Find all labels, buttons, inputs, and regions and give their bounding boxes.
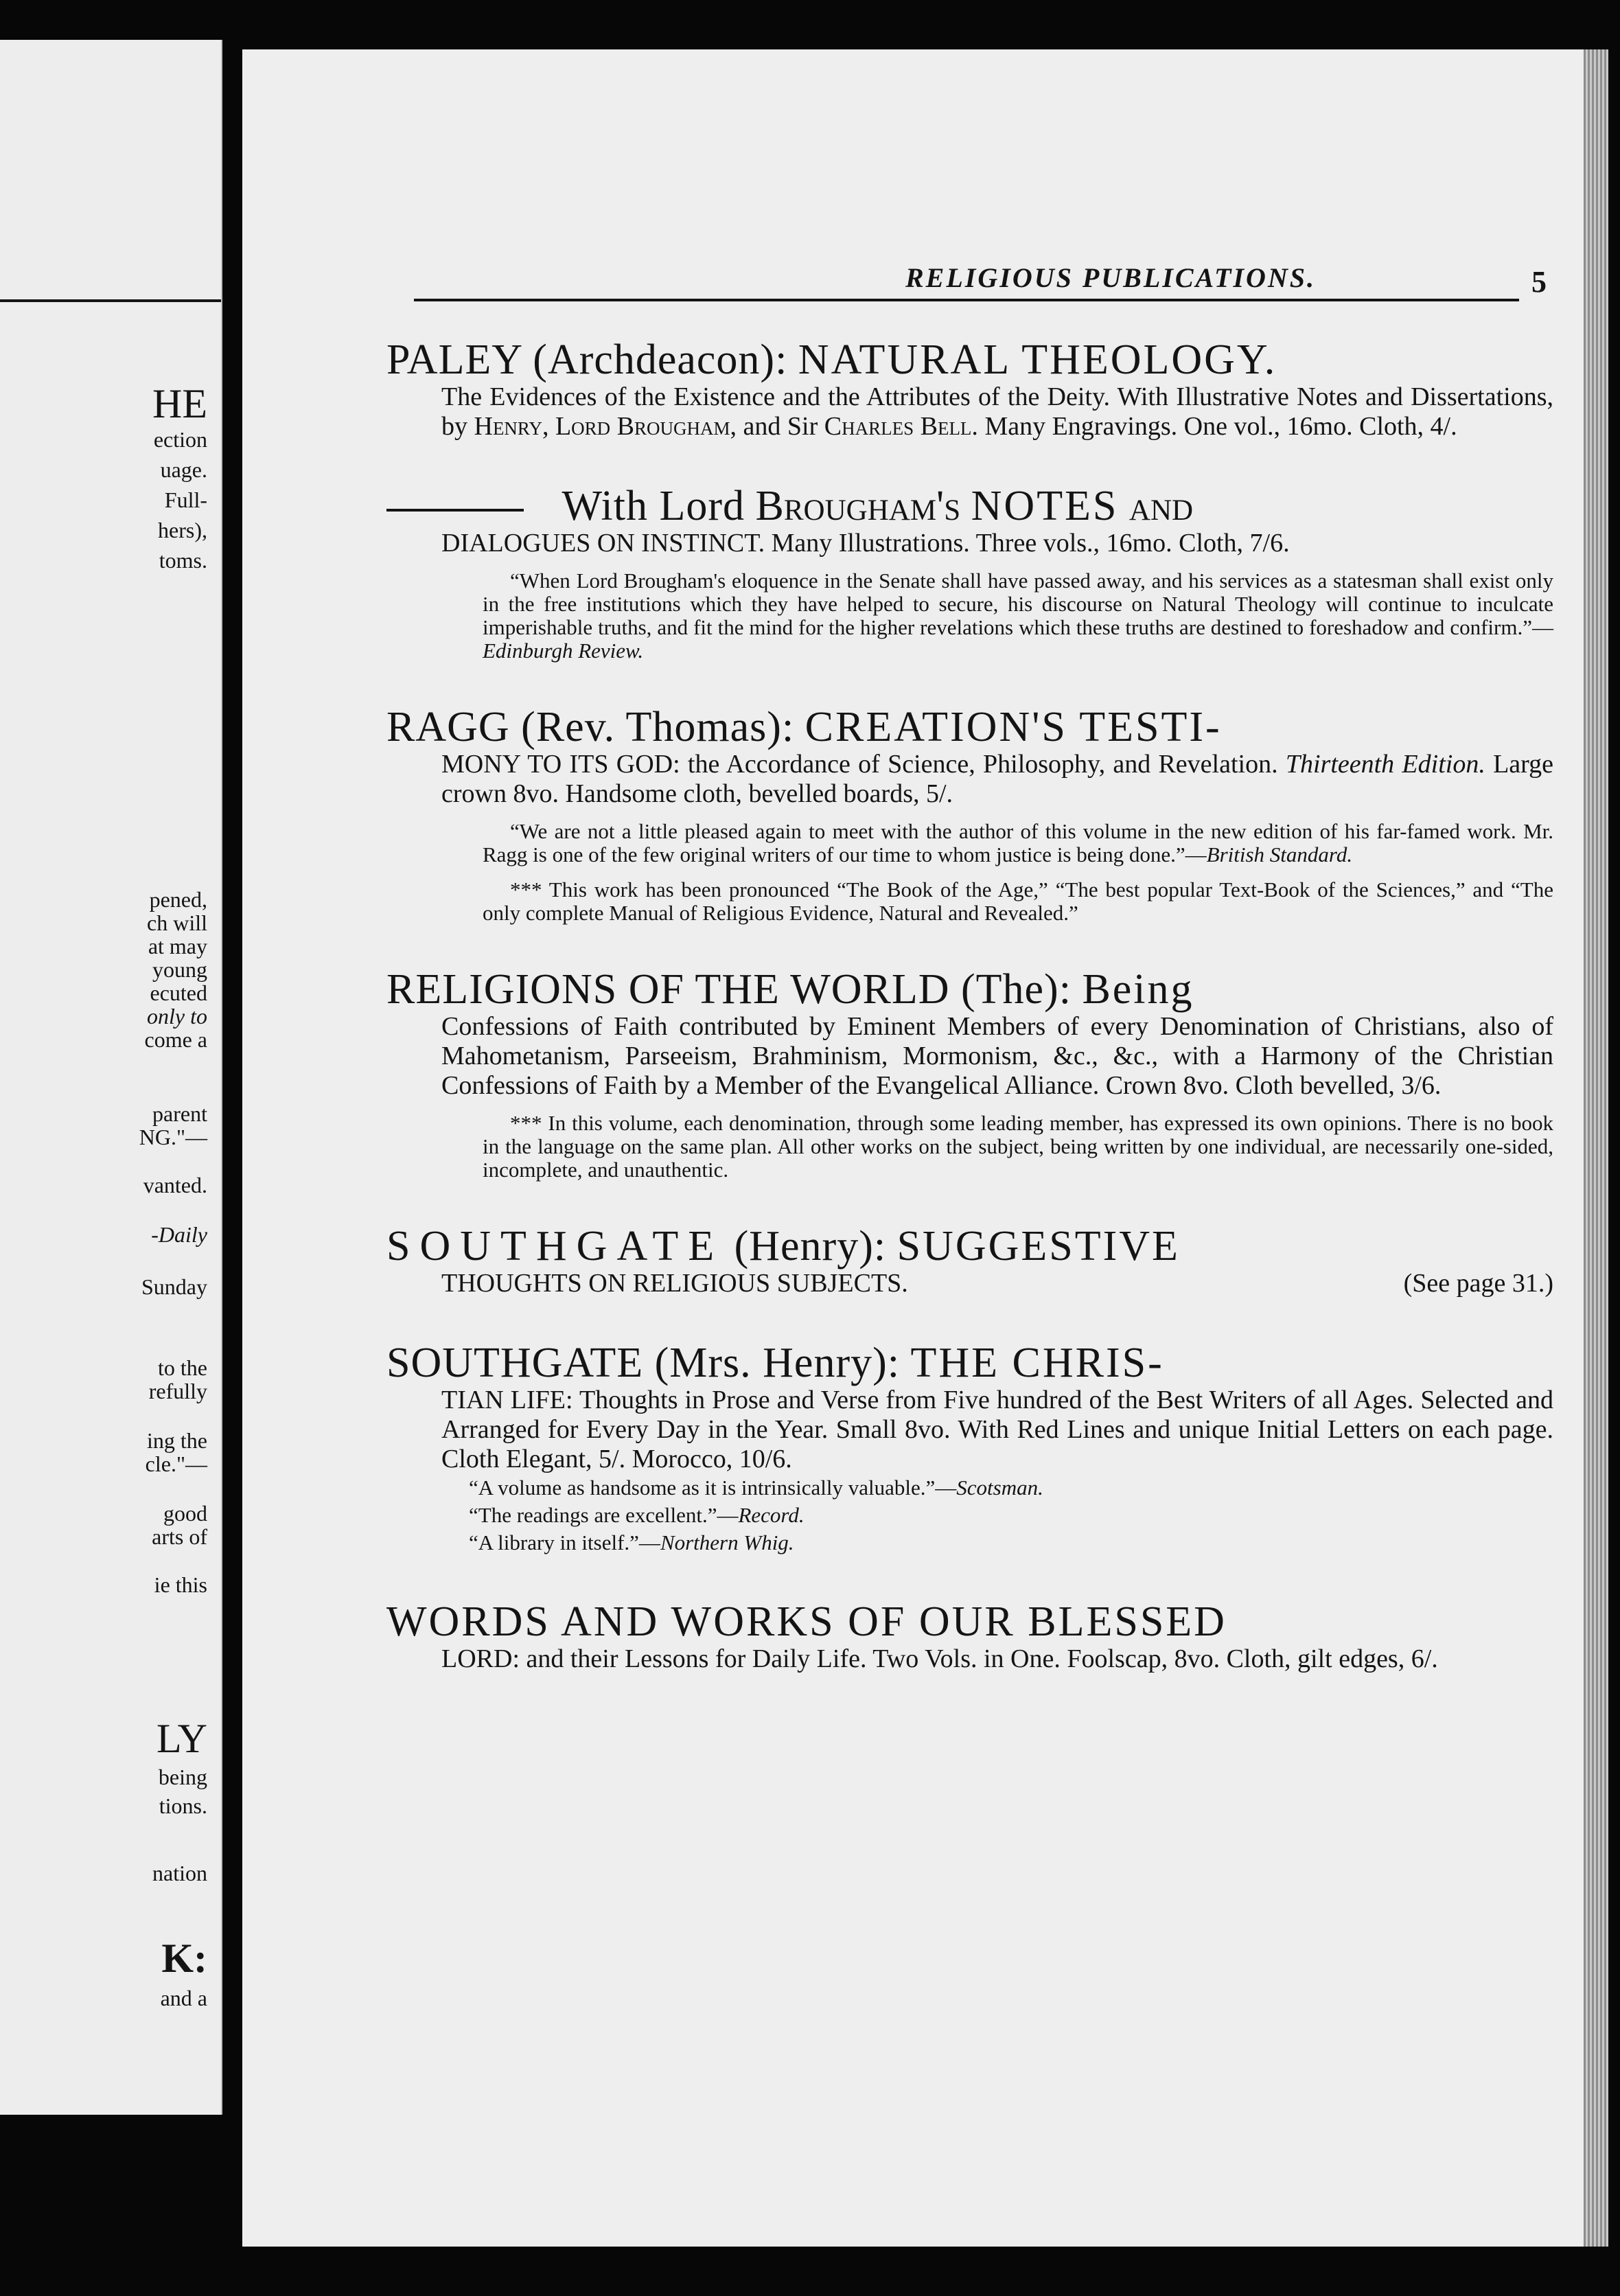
entry-title: SUGGESTIVE — [896, 1222, 1180, 1270]
quote-source: Edinburgh Review. — [483, 639, 644, 663]
entry-title: NATURAL THEOLOGY. — [798, 336, 1277, 383]
left-page-fragment: at may — [148, 934, 207, 958]
page-edge — [1584, 49, 1608, 2247]
left-page-fragment: refully — [148, 1379, 207, 1403]
quote-source: Northern Whig. — [660, 1530, 794, 1555]
left-page-rule — [0, 299, 221, 302]
quote-source: Scotsman. — [956, 1475, 1043, 1500]
entry-paley-notes — [386, 484, 1553, 663]
entry-lead: With Lord — [562, 482, 745, 529]
left-page-fragment: good — [163, 1501, 207, 1526]
entry-title: WORDS AND WORKS OF OUR BLESSED — [386, 1598, 1227, 1645]
left-page-fragment: and a — [160, 1986, 207, 2010]
quote-text: “A library in itself.”— — [469, 1530, 660, 1555]
left-page-fragment: ecuted — [150, 980, 207, 1005]
entry-text: THOUGHTS ON RELIGIOUS SUBJECTS. — [441, 1269, 908, 1298]
left-page-fragment: arts of — [152, 1524, 207, 1549]
left-page-fragment: -Daily — [151, 1222, 207, 1247]
entry-text: DIALOGUES ON INSTINCT. Many Illustrations. Three vols., 16mo. Cloth, 7/6. — [441, 529, 1290, 558]
entry-heading — [386, 338, 1553, 382]
entry-edition: Thirteenth Edition. — [1285, 750, 1485, 779]
entry-author: RAGG (Rev. Thomas): — [386, 704, 795, 751]
running-title: RELIGIOUS PUBLICATIONS. — [905, 262, 1317, 293]
entry-text: Confessions of Faith contributed by Eminent Members of every Denomination of Christians, also of Mahometanism, Parseeism, Brahminism, Mormonism, &c., &c., with a Harmony of the Christian Confessions of Faith by a Member of the Evangelical Alliance. Crown 8vo. Cloth bevelled, 3/6. — [441, 1011, 1553, 1100]
entry-text: TIAN LIFE: Thoughts in Prose and Verse from Five hundred of the Best Writers of all Ages. Selected and Arranged for Every Day in the Year. Small 8vo. With Red Lines and unique Initial Letters on each page. Cloth Elegant, 5/. Morocco, 10/6. — [441, 1386, 1553, 1473]
entry-paley — [386, 338, 1553, 441]
left-page — [0, 40, 222, 2115]
entry-author: SOUTHGATE (Mrs. Henry): — [386, 1339, 900, 1386]
review-quote — [469, 1529, 1553, 1557]
left-page-fragment: ch will — [147, 910, 207, 935]
entry-author-rest: (Henry): — [734, 1222, 887, 1270]
left-page-fragment: HE — [152, 381, 207, 426]
quote-text: “The readings are excellent.”— — [469, 1503, 739, 1528]
entry-body — [441, 1012, 1553, 1182]
entry-words-and-works — [386, 1600, 1553, 1674]
entry-name: Charles Bell. — [824, 412, 978, 441]
entry-heading — [386, 705, 1553, 750]
entry-heading — [386, 1341, 1553, 1386]
entry-religions — [386, 967, 1553, 1182]
quote-source: Record. — [738, 1503, 805, 1528]
left-page-fragment: ection — [153, 427, 207, 452]
left-page-fragment: to the — [158, 1355, 207, 1380]
entry-title: THE CHRIS- — [910, 1339, 1164, 1386]
entry-heading — [386, 1224, 1553, 1269]
entry-name: Henry, Lord Brougham, — [474, 412, 737, 441]
entry-southgate-henry — [386, 1224, 1553, 1298]
review-quote — [483, 820, 1553, 866]
entry-body — [441, 750, 1553, 924]
quote-text: “We are not a little pleased again to meet with the author of this volume in the new edition of his far-famed work. Mr. Ragg is one of the few original writers of our time to whom justice is being done.”— — [483, 819, 1553, 867]
entry-text: Many Engravings. One vol., 16mo. Cloth, 4/. — [984, 412, 1457, 441]
left-page-fragment: only to — [147, 1004, 207, 1029]
entry-text: and Sir — [743, 412, 818, 441]
left-page-fragment: being — [158, 1765, 207, 1789]
left-page-fragment: ie this — [154, 1572, 207, 1597]
entry-author: RELIGIONS OF THE WORLD (The): — [386, 965, 1072, 1013]
left-page-fragment: K: — [161, 1936, 207, 1981]
entry-title: NOTES — [971, 482, 1119, 529]
left-page-fragment: pened, — [149, 887, 207, 912]
entries — [386, 338, 1553, 1717]
left-page-fragment: Sunday — [141, 1274, 207, 1299]
left-page-fragment: cle."— — [145, 1451, 207, 1476]
entry-author: SOUTHGATE — [386, 1222, 724, 1270]
left-page-fragment: Full- — [164, 487, 207, 512]
entry-author: PALEY (Archdeacon): — [386, 336, 788, 383]
entry-body — [441, 1269, 1553, 1298]
left-page-fragment: vanted. — [143, 1173, 207, 1197]
review-quote — [469, 1474, 1553, 1502]
running-head — [414, 259, 1547, 307]
left-page-fragment: tions. — [159, 1793, 207, 1818]
ditto-dash — [386, 509, 524, 512]
entry-text: MONY TO ITS GOD: the Accordance of Science, Philosophy, and Revelation. — [441, 750, 1278, 779]
entry-body — [441, 1644, 1553, 1674]
see-page-reference: (See page 31.) — [1403, 1269, 1553, 1298]
review-quote — [483, 569, 1553, 663]
entry-note: *** In this volume, each denomination, through some leading member, has expressed its own opinions. There is no book in the language on the same plan. All other works on the subject, being written by one individual, are necessarily one-sided, incomplete, and unauthentic. — [483, 1110, 1553, 1182]
page-number: 5 — [1531, 265, 1547, 299]
entry-text: LORD: and their Lessons for Daily Life. Two Vols. in One. Foolscap, 8vo. Cloth, gilt edges, 6/. — [441, 1644, 1438, 1673]
entry-heading — [386, 1600, 1553, 1644]
entry-title: Being — [1082, 965, 1194, 1013]
entry-lead: and — [1129, 482, 1194, 529]
left-page-fragment: hers), — [158, 518, 207, 542]
right-page — [242, 49, 1608, 2247]
entry-ragg — [386, 705, 1553, 924]
left-page-fragment: young — [152, 957, 207, 982]
entry-heading — [386, 967, 1553, 1012]
left-page-fragment: NG."— — [139, 1125, 207, 1149]
review-quote — [469, 1502, 1553, 1529]
header-rule — [414, 299, 1519, 301]
entry-body — [441, 529, 1553, 663]
entry-note: *** This work has been pronounced “The Book of the Age,” “The best popular Text-Book of the Sciences,” and “The only complete Manual of Religious Evidence, Natural and Revealed.” — [483, 877, 1553, 925]
entry-body — [441, 1386, 1553, 1474]
left-page-fragment: parent — [152, 1101, 207, 1126]
entry-title: CREATION'S TESTI- — [805, 704, 1222, 751]
entry-name: Brougham's — [755, 482, 961, 529]
left-page-fragment: come a — [144, 1027, 207, 1052]
left-page-fragment: toms. — [159, 548, 207, 573]
left-page-fragment: uage. — [160, 457, 207, 482]
entry-text: Large crown 8vo. Handsome cloth, bevelled boards, 5/. — [441, 750, 1554, 809]
entry-body — [441, 382, 1553, 441]
quote-source: British Standard. — [1206, 842, 1353, 867]
entry-southgate-mrs — [386, 1341, 1553, 1557]
left-page-fragment: ing the — [147, 1428, 207, 1453]
left-page-fragment: LY — [157, 1716, 207, 1761]
entry-heading — [386, 484, 1553, 529]
entry-text: The Evidences of the Existence and the Attributes of the Deity. With Illustrative Notes and Dissertations, by — [441, 382, 1553, 441]
left-page-fragment: nation — [152, 1861, 207, 1885]
quote-text: “A volume as handsome as it is intrinsically valuable.”— — [469, 1475, 957, 1500]
quote-text: “When Lord Brougham's eloquence in the Senate shall have passed away, and his services as a statesman shall exist only in the free institutions which they have helped to secure, his discourse on Natural Theology will continue to inculcate imperishable truths, and fit the mind for the higher revelations which these truths are destined to foreshadow and confirm.”— — [483, 569, 1553, 640]
